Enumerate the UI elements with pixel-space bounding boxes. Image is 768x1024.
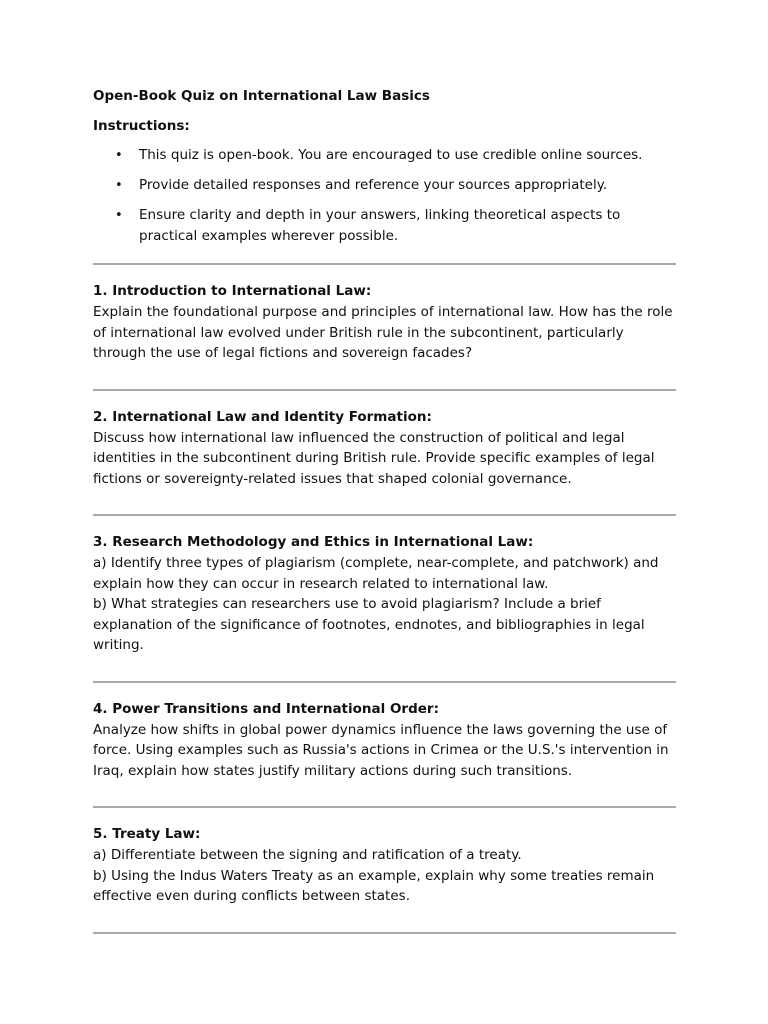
quiz-document	[93, 87, 676, 934]
instruction-text: Provide detailed responses and reference your sources appropriately.	[139, 177, 608, 193]
question-part-a: a) Identify three types of plagiarism (complete, near-complete, and patchwork) and explain how they can occur in research related to international law.	[93, 555, 659, 592]
bullet-icon: •	[115, 208, 123, 223]
question-heading: 5. Treaty Law:	[93, 826, 201, 842]
question-heading: 3. Research Methodology and Ethics in International Law:	[93, 534, 534, 550]
question-part-a: a) Differentiate between the signing and ratification of a treaty.	[93, 847, 522, 863]
question-text: Analyze how shifts in global power dynamics influence the laws governing the use of force. Using examples such as Russia's actions in Crimea or the U.S.'s intervention in Iraq, explain how states justify military actions during such transitions.	[93, 721, 669, 779]
question-5	[93, 808, 676, 932]
question-heading: 4. Power Transitions and International Order:	[93, 700, 439, 717]
question-part-b: b) What strategies can researchers use to avoid plagiarism? Include a brief explanation of the significance of footnotes, endnotes, and bibliographies in legal writing.	[93, 596, 645, 653]
bullet-icon: •	[115, 148, 123, 163]
section-divider	[93, 932, 676, 934]
instruction-item	[93, 175, 676, 196]
instruction-item	[93, 145, 676, 166]
question-heading: 1. Introduction to International Law:	[93, 283, 372, 299]
instructions-label: Instructions:	[93, 118, 190, 134]
page-title: Open-Book Quiz on International Law Basics	[93, 88, 430, 104]
bullet-icon: •	[115, 178, 123, 193]
question-heading: 2. International Law and Identity Formation:	[93, 408, 432, 425]
question-4	[93, 683, 676, 807]
instructions-list	[93, 145, 676, 247]
question-3	[93, 516, 676, 681]
instruction-text: This quiz is open-book. You are encouraged to use credible online sources.	[139, 147, 643, 163]
question-2	[93, 391, 676, 515]
instruction-text: Ensure clarity and depth in your answers, linking theoretical aspects to practical examples wherever possible.	[139, 207, 621, 244]
question-text: Discuss how international law influenced the construction of political and legal identities in the subcontinent during British rule. Provide specific examples of legal fictions or sovereignty-related issues that shaped colonial governance.	[93, 429, 655, 487]
instruction-item	[93, 205, 676, 247]
question-text: Explain the foundational purpose and principles of international law. How has the role of international law evolved under British rule in the subcontinent, particularly through the use of legal fictions and sovereign facades?	[93, 304, 673, 361]
question-part-b: b) Using the Indus Waters Treaty as an example, explain why some treaties remain effective even during conflicts between states.	[93, 867, 655, 904]
question-1	[93, 265, 676, 389]
